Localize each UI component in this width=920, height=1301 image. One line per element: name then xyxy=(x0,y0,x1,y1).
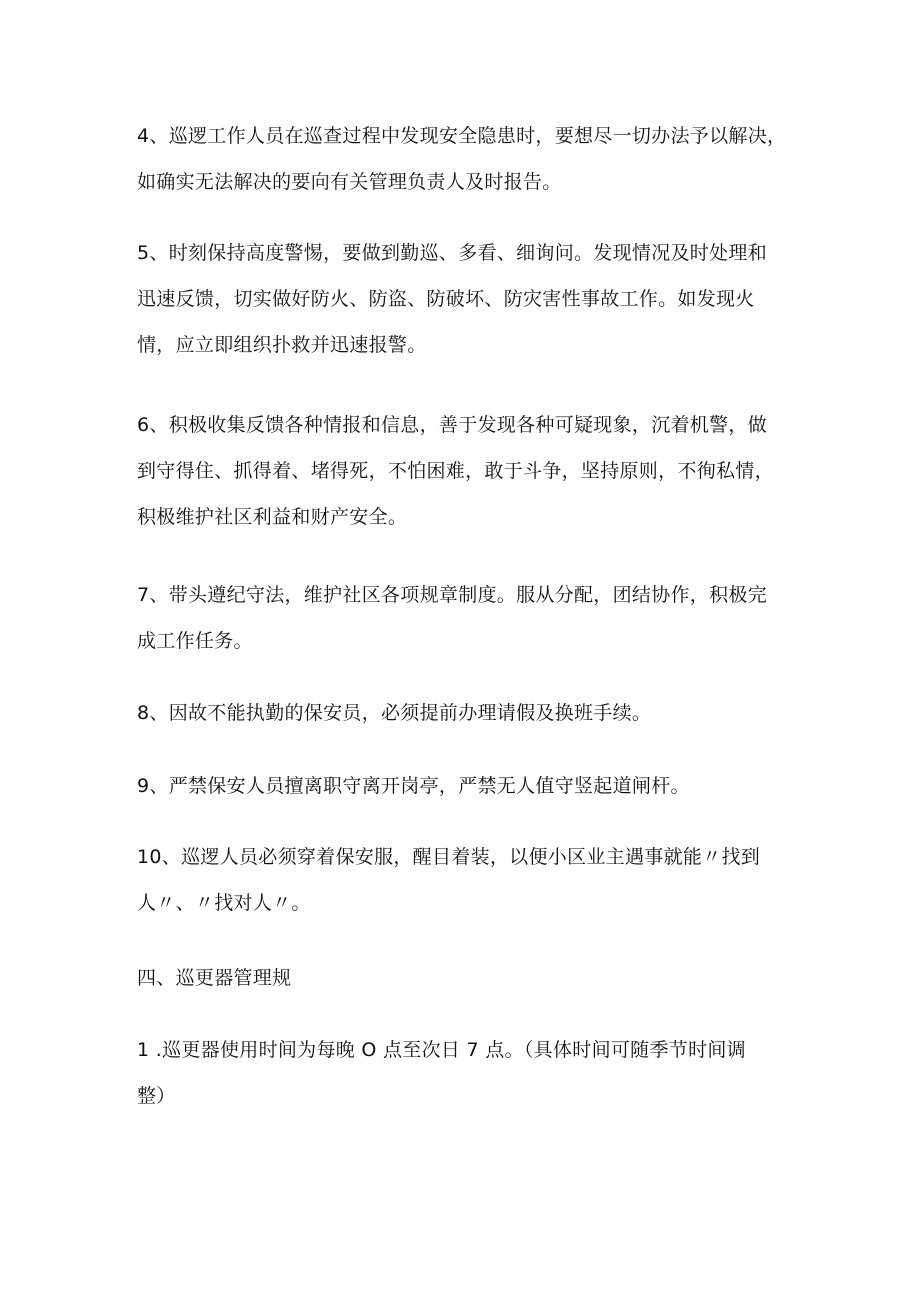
paragraph-item-6 xyxy=(137,402,797,540)
text-line: 10、巡逻人员必须穿着保安服，醒目着装，以便小区业主遇事就能〃找到 xyxy=(137,846,761,868)
text-line: 迅速反馈，切实做好防火、防盗、防破坏、防灾害性事故工作。如发现火 xyxy=(137,288,755,310)
text-line: 9、严禁保安人员擅离职守离开岗亭，严禁无人值守竖起道闸杆。 xyxy=(137,775,690,797)
paragraph-item-5 xyxy=(137,230,797,368)
text-line: 整） xyxy=(137,1085,176,1107)
section-heading xyxy=(137,955,797,1001)
text-line: 积极维护社区利益和财产安全。 xyxy=(137,506,408,528)
paragraph-item-4 xyxy=(137,113,797,205)
text-line: 1 .巡更器使用时间为每晚 O 点至次日 7 点。（具体时间可随季节时间调 xyxy=(137,1039,746,1061)
text-line: 4、巡逻工作人员在巡查过程中发现安全隐患时，要想尽一切办法予以解决， xyxy=(137,125,787,147)
paragraph-item-9 xyxy=(137,763,797,809)
paragraph-item-7 xyxy=(137,572,797,664)
paragraph-item-10 xyxy=(137,834,797,926)
text-line: 5、时刻保持高度警惕，要做到勤巡、多看、细询问。发现情况及时处理和 xyxy=(137,242,767,264)
text-line: 人〃、〃找对人〃。 xyxy=(137,892,311,914)
text-line: 如确实无法解决的要向有关管理负责人及时报告。 xyxy=(137,171,562,193)
section-heading-text: 四、巡更器管理规 xyxy=(137,967,292,989)
text-line: 7、带头遵纪守法，维护社区各项规章制度。服从分配，团结协作，积极完 xyxy=(137,584,767,606)
section-paragraph-item-1 xyxy=(137,1027,797,1119)
text-line: 到守得住、抓得着、堵得死，不怕困难，敢于斗争，坚持原则，不徇私情， xyxy=(137,460,774,482)
text-line: 情，应立即组织扑救并迅速报警。 xyxy=(137,334,427,356)
text-line: 8、因故不能执勤的保安员，必须提前办理请假及换班手续。 xyxy=(137,702,652,724)
text-line: 6、积极收集反馈各种情报和信息，善于发现各种可疑现象，沉着机警，做 xyxy=(137,414,767,436)
text-line: 成工作任务。 xyxy=(137,630,253,652)
paragraph-item-8 xyxy=(137,690,797,736)
